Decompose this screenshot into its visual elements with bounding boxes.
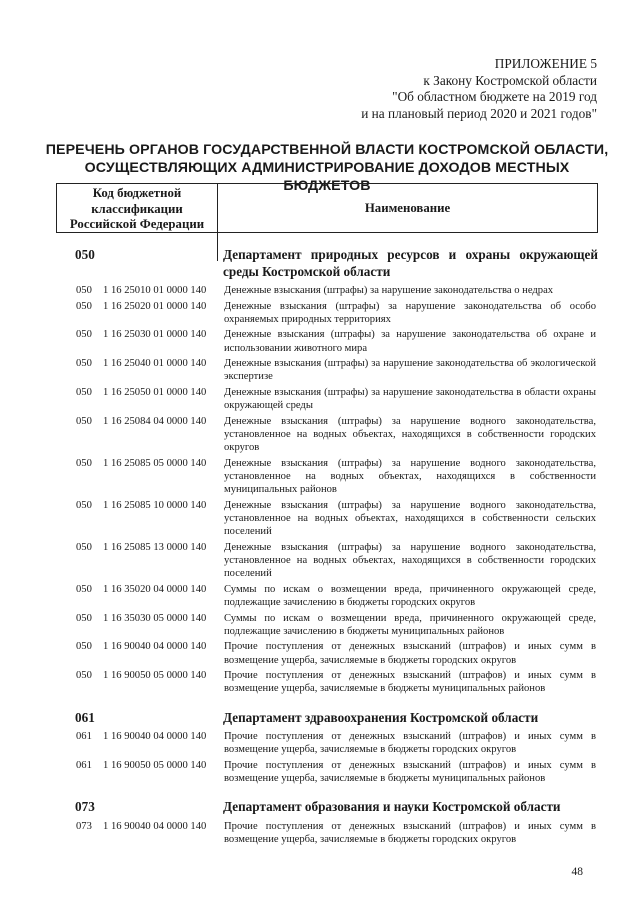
title-line-2: ОСУЩЕСТВЛЯЮЩИХ АДМИНИСТРИРОВАНИЕ ДОХОДОВ МЕСТНЫХ БЮДЖЕТОВ xyxy=(84,160,570,194)
group-name: Департамент здравоохранения Костромской области xyxy=(223,709,539,725)
table-row xyxy=(56,499,598,539)
table-row xyxy=(56,357,598,383)
admin-code: 050 xyxy=(76,285,92,296)
column-divider xyxy=(217,233,218,261)
admin-code: 050 xyxy=(76,457,92,469)
kbk-code: 1 16 25084 04 0000 140 xyxy=(103,415,207,427)
kbk-code: 1 16 90050 05 0000 140 xyxy=(103,759,207,771)
kbk-code: 1 16 25020 01 0000 140 xyxy=(103,300,207,312)
group-name: Департамент образования и науки Костромской области xyxy=(223,799,561,815)
revenue-name: Денежные взыскания (штрафы) за нарушение законодательства о недрах xyxy=(224,285,554,296)
group-code: 073 xyxy=(75,799,95,815)
kbk-code: 1 16 25030 01 0000 140 xyxy=(103,329,207,341)
revenue-name: Денежные взыскания (штрафы) за нарушение законодательства в области охраны окружающей среды xyxy=(224,386,596,412)
admin-code: 050 xyxy=(76,300,92,312)
group-name: Департамент природных ресурсов и охраны окружающей среды Костромской области xyxy=(223,247,598,279)
header-name-column: Наименование xyxy=(364,200,451,215)
appendix-line: ПРИЛОЖЕНИЕ 5 xyxy=(494,56,597,71)
revenue-name: Денежные взыскания (штрафы) за нарушение водного законодательства, установленное на водных объектах, находящихся в собственности сельских поселений xyxy=(224,499,596,538)
admin-code: 050 xyxy=(76,612,92,624)
admin-code: 050 xyxy=(76,641,92,653)
admin-code: 061 xyxy=(76,759,92,771)
appendix-header xyxy=(361,56,597,122)
kbk-code: 1 16 25085 13 0000 140 xyxy=(103,541,207,553)
admin-code: 061 xyxy=(76,731,92,743)
appendix-line: к Закону Костромской области xyxy=(423,72,597,88)
revenue-name: Прочие поступления от денежных взысканий (штрафов) и иных сумм в возмещение ущерба, зачисляемые в бюджеты городских округов xyxy=(224,731,596,756)
admin-code: 050 xyxy=(76,386,92,398)
page-number: 48 xyxy=(571,866,583,878)
kbk-code: 1 16 25085 10 0000 140 xyxy=(103,499,207,511)
table-row xyxy=(56,541,598,581)
admin-code: 050 xyxy=(76,541,92,553)
appendix-line: "Об областном бюджете на 2019 год xyxy=(392,89,597,104)
kbk-code: 1 16 35020 04 0000 140 xyxy=(103,583,207,595)
revenue-name: Денежные взыскания (штрафы) за нарушение законодательства об экологической экспертизе xyxy=(224,358,596,383)
header-code-column xyxy=(57,184,218,232)
appendix-line: и на плановый период 2020 и 2021 годов" xyxy=(361,105,597,121)
table-row xyxy=(56,583,598,609)
header-code-line: Российской Федерации xyxy=(69,217,205,231)
table-row xyxy=(56,640,598,666)
revenue-name: Прочие поступления от денежных взысканий (штрафов) и иных сумм в возмещение ущерба, зачисляемые в бюджеты муниципальных районов xyxy=(224,670,596,695)
revenue-name: Прочие поступления от денежных взысканий (штрафов) и иных сумм в возмещение ущерба, зачисляемые в бюджеты городских округов xyxy=(224,820,596,845)
budget-group xyxy=(56,799,598,846)
table-row xyxy=(56,730,598,756)
table-row xyxy=(56,612,598,638)
admin-code: 073 xyxy=(76,820,92,832)
revenue-name: Прочие поступления от денежных взысканий (штрафов) и иных сумм в возмещение ущерба, зачисляемые в бюджеты муниципальных районов xyxy=(224,759,596,785)
revenue-name: Денежные взыскания (штрафы) за нарушение водного законодательства, установленное на водных объектах, находящихся в собственности городских округов xyxy=(224,415,596,454)
header-code-line: классификации xyxy=(91,201,183,216)
admin-code: 050 xyxy=(76,358,92,370)
admin-code: 050 xyxy=(76,415,92,427)
kbk-code: 1 16 25040 01 0000 140 xyxy=(103,358,207,370)
revenue-name: Прочие поступления от денежных взысканий (штрафов) и иных сумм в возмещение ущерба, зачисляемые в бюджеты городских округов xyxy=(224,641,596,666)
budget-group xyxy=(56,247,598,696)
group-header xyxy=(56,247,598,280)
revenue-name: Денежные взыскания (штрафы) за нарушение законодательства об особо охраняемых природных территориях xyxy=(224,300,596,325)
table-row xyxy=(56,457,598,497)
table-row xyxy=(56,386,598,412)
kbk-code: 1 16 90040 04 0000 140 xyxy=(103,731,207,743)
revenue-name: Суммы по искам о возмещении вреда, причиненного окружающей среде, подлежащие зачислению в бюджеты муниципальных районов xyxy=(224,612,596,637)
table-row xyxy=(56,669,598,695)
table-header xyxy=(56,183,598,233)
group-code: 061 xyxy=(75,709,95,725)
table-row xyxy=(56,328,598,354)
table-row xyxy=(56,415,598,455)
budget-group xyxy=(56,710,598,786)
table-body xyxy=(56,233,598,849)
table-row xyxy=(56,284,598,297)
kbk-code: 1 16 90040 04 0000 140 xyxy=(103,820,207,832)
group-header xyxy=(56,799,598,816)
admin-code: 050 xyxy=(76,329,92,341)
admin-code: 050 xyxy=(76,583,92,595)
kbk-code: 1 16 90040 04 0000 140 xyxy=(103,641,207,653)
kbk-code: 1 16 25050 01 0000 140 xyxy=(103,386,207,398)
admin-code: 050 xyxy=(76,670,92,682)
revenue-name: Суммы по искам о возмещении вреда, причиненного окружающей среде, подлежащие зачислению в бюджеты городских округов xyxy=(224,583,596,608)
group-header xyxy=(56,710,598,727)
table-row xyxy=(56,300,598,326)
title-line-1: ПЕРЕЧЕНЬ ОРГАНОВ ГОСУДАРСТВЕННОЙ ВЛАСТИ КОСТРОМСКОЙ ОБЛАСТИ, xyxy=(45,142,609,158)
group-code: 050 xyxy=(75,247,95,262)
revenue-name: Денежные взыскания (штрафы) за нарушение водного законодательства, установленное на водных объектах, находящихся в собственности муниципальных районов xyxy=(224,457,596,496)
kbk-code: 1 16 25010 01 0000 140 xyxy=(103,285,207,296)
revenue-name: Денежные взыскания (штрафы) за нарушение законодательства об охране и использовании животного мира xyxy=(224,329,596,354)
admin-code: 050 xyxy=(76,499,92,511)
kbk-code: 1 16 35030 05 0000 140 xyxy=(103,612,207,624)
table-row xyxy=(56,759,598,785)
kbk-code: 1 16 90050 05 0000 140 xyxy=(103,670,207,682)
table-row xyxy=(56,820,598,846)
header-code-line: Код бюджетной xyxy=(92,186,182,200)
revenue-name: Денежные взыскания (штрафы) за нарушение водного законодательства, установленное на водных объектах, находящихся в собственности городских поселений xyxy=(224,541,596,580)
kbk-code: 1 16 25085 05 0000 140 xyxy=(103,457,207,469)
